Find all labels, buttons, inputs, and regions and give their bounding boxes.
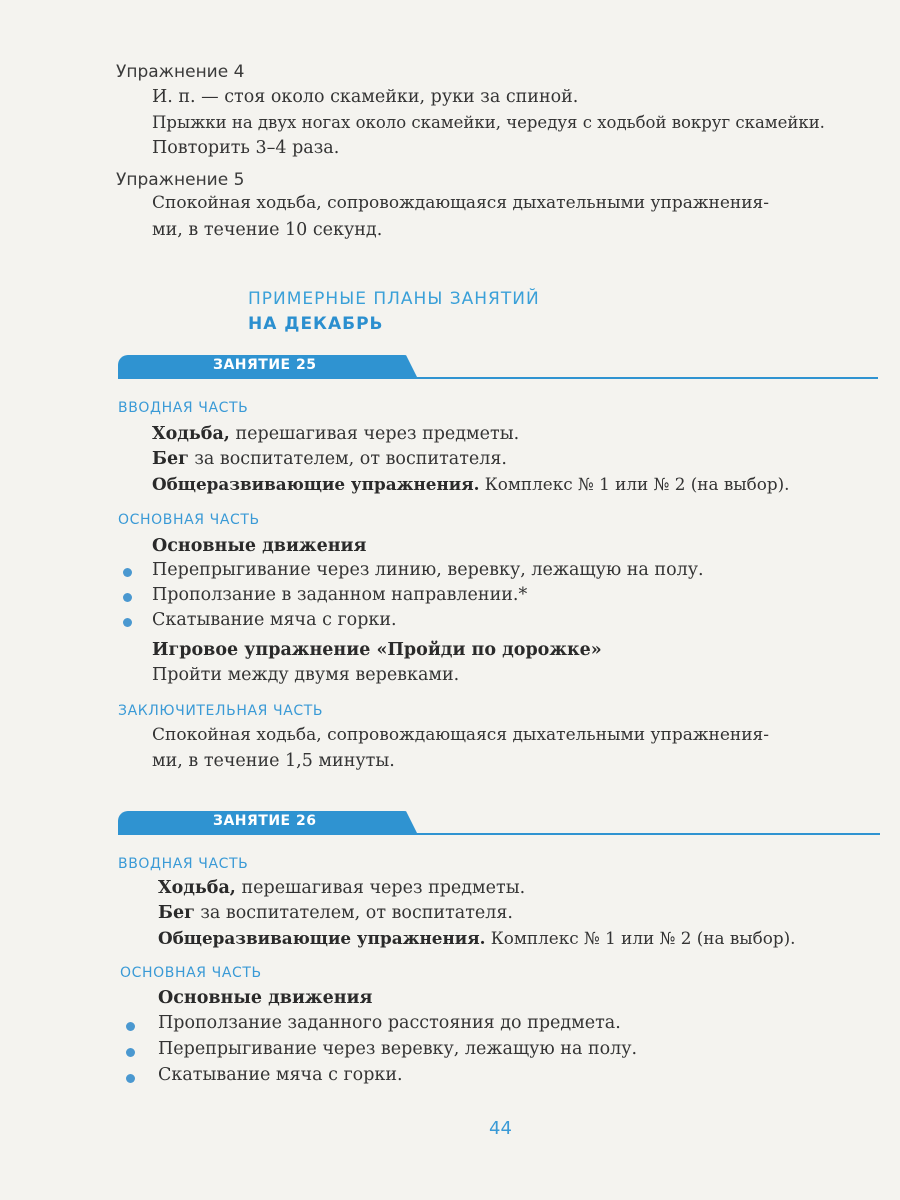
walk-text: перешагивая через предметы.: [235, 878, 526, 898]
run-term: Бег: [152, 449, 189, 469]
main-moves-title: [152, 536, 366, 556]
exercise-4-line: И. п. — стоя около скамейки, руки за спиной.: [152, 87, 579, 107]
game-title: [152, 640, 602, 660]
game-text: Пройти между двумя веревками.: [152, 665, 460, 685]
final-line: Спокойная ходьба, сопровождающаяся дыхательными упражнения-: [152, 725, 770, 745]
main-moves-title: [158, 988, 372, 1008]
bullet-icon: [126, 1048, 135, 1057]
exercise-4-line: Прыжки на двух ногах около скамейки, чередуя с ходьбой вокруг скамейки.: [152, 113, 825, 132]
lesson-26-label: ЗАНЯТИЕ 26: [213, 813, 317, 829]
walk-term: Ходьба,: [152, 424, 230, 444]
intro-exercise-line: [152, 474, 789, 494]
lesson-25-header: [118, 355, 878, 379]
exercise-term: Общеразвивающие упражнения.: [158, 928, 486, 948]
plans-title-line-2: НА ДЕКАБРЬ: [248, 314, 384, 334]
list-item: Скатывание мяча с горки.: [158, 1065, 403, 1085]
intro-run-line: [158, 903, 513, 923]
exercise-text: Комплекс № 1 или № 2 (на выбор).: [485, 928, 796, 948]
list-item: Перепрыгивание через линию, веревку, лежащую на полу.: [152, 560, 704, 580]
moves-title-text: Основные движения: [152, 536, 367, 556]
intro-exercise-line: [158, 928, 795, 948]
intro-part-heading: ВВОДНАЯ ЧАСТЬ: [118, 856, 249, 872]
main-part-heading: ОСНОВНАЯ ЧАСТЬ: [120, 965, 262, 981]
exercise-text: Комплекс № 1 или № 2 (на выбор).: [479, 474, 790, 494]
intro-walk-line: [158, 878, 525, 898]
bullet-icon: [123, 568, 132, 577]
intro-run-line: [152, 449, 507, 469]
list-item: Перепрыгивание через веревку, лежащую на полу.: [158, 1039, 638, 1059]
intro-part-heading: ВВОДНАЯ ЧАСТЬ: [118, 400, 249, 416]
page-number: 44: [489, 1118, 512, 1139]
exercise-4-line: Повторить 3–4 раза.: [152, 138, 340, 158]
moves-title-text: Основные движения: [158, 988, 373, 1008]
bullet-icon: [123, 618, 132, 627]
list-item: Скатывание мяча с горки.: [152, 610, 397, 630]
final-line: ми, в течение 1,5 минуты.: [152, 751, 395, 771]
exercise-term: Общеразвивающие упражнения.: [152, 474, 480, 494]
plans-title-line-1: ПРИМЕРНЫЕ ПЛАНЫ ЗАНЯТИЙ: [248, 289, 540, 309]
run-term: Бег: [158, 903, 195, 923]
intro-walk-line: [152, 424, 519, 444]
exercise-5-title: Упражнение 5: [116, 170, 245, 190]
run-text: за воспитателем, от воспитателя.: [188, 449, 507, 469]
walk-term: Ходьба,: [158, 878, 236, 898]
main-part-heading: ОСНОВНАЯ ЧАСТЬ: [118, 512, 260, 528]
game-title-text: Игровое упражнение «Пройди по дорожке»: [152, 640, 602, 660]
exercise-5-line: Спокойная ходьба, сопровождающаяся дыхательными упражнения-: [152, 193, 770, 213]
bullet-icon: [126, 1022, 135, 1031]
exercise-4-title: Упражнение 4: [116, 62, 245, 82]
final-part-heading: ЗАКЛЮЧИТЕЛЬНАЯ ЧАСТЬ: [118, 703, 324, 719]
lesson-25-label: ЗАНЯТИЕ 25: [213, 357, 317, 373]
bullet-icon: [126, 1074, 135, 1083]
list-item: Проползание в заданном направлении.*: [152, 585, 528, 605]
run-text: за воспитателем, от воспитателя.: [194, 903, 513, 923]
walk-text: перешагивая через предметы.: [229, 424, 520, 444]
lesson-26-header: [118, 811, 880, 835]
list-item: Проползание заданного расстояния до предмета.: [158, 1013, 621, 1033]
exercise-5-line: ми, в течение 10 секунд.: [152, 220, 383, 240]
bullet-icon: [123, 593, 132, 602]
